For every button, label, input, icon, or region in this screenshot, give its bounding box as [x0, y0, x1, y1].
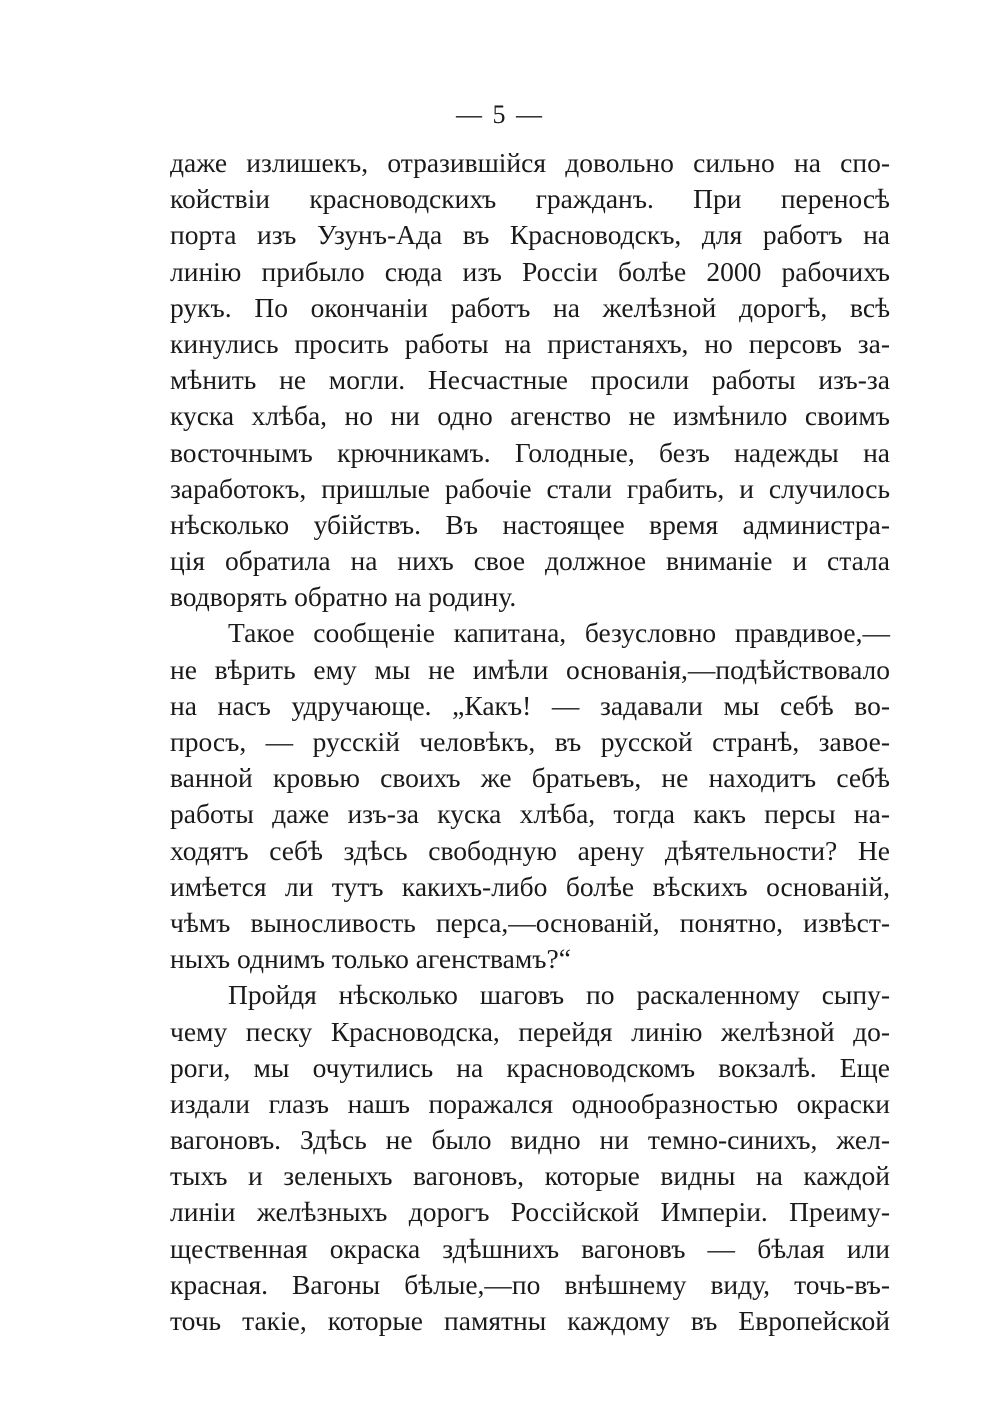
text-line: роги, мы очутились на красноводскомъ вокзалѣ. Еще: [170, 1051, 890, 1083]
text-line: Такое сообщенiе капитана, безусловно правдивое,—: [228, 617, 890, 649]
text-line: кинулись просить работы на пристаняхъ, но персовъ за-: [170, 327, 890, 359]
text-line: вагоновъ. Здѣсь не было видно ни темно-синихъ, жел-: [170, 1124, 890, 1156]
text-line: ходятъ себѣ здѣсь свободную арену дѣятельности? Не: [170, 834, 890, 866]
text-line: щественная окраска здѣшнихъ вагоновъ — бѣлая или: [170, 1232, 890, 1264]
text-line: просъ, — русскiй человѣкъ, въ русской странѣ, завое-: [170, 726, 890, 757]
page-number: — 5 —: [456, 100, 544, 129]
text-line: точь такiе, которые памятны каждому въ Европейской: [170, 1305, 890, 1336]
text-line: линiи желѣзныхъ дорогъ Россiйской Имперiи. Преиму-: [170, 1196, 890, 1228]
body-text: [170, 145, 890, 1339]
text-line: цiя обратила на нихъ свое должное вниманiе и стала: [170, 545, 890, 577]
text-line: даже излишекъ, отразившiйся довольно сильно на спо-: [170, 147, 890, 178]
text-line: тыхъ и зеленыхъ вагоновъ, которые видны на каждой: [170, 1160, 890, 1192]
text-line: Пройдя нѣсколько шаговъ по раскаленному сыпу-: [228, 979, 890, 1011]
text-line: чѣмъ выносливость перса,—основанiй, понятно, извѣст-: [170, 906, 890, 938]
text-line: ныхъ однимъ только агенствамъ?“: [170, 943, 571, 975]
text-line: порта изъ Узунъ-Ада въ Красноводскъ, для работъ на: [170, 219, 890, 251]
text-line: койствiи красноводскихъ гражданъ. При переносѣ: [170, 183, 890, 215]
text-line: мѣнить не могли. Несчастные просили работы изъ-за: [170, 364, 890, 396]
text-line: на насъ удручающе. „Какъ! — задавали мы себѣ во-: [170, 689, 890, 721]
text-line: заработокъ, пришлые рабочiе стали грабить, и случилось: [170, 472, 890, 504]
text-line: чему песку Красноводска, перейдя линiю желѣзной до-: [170, 1015, 890, 1047]
text-line: не вѣрить ему мы не имѣли основанiя,—подѣйствовало: [170, 653, 890, 685]
text-line: водворять обратно на родину.: [170, 581, 517, 613]
text-line: издали глазъ нашъ поражался однообразностью окраски: [170, 1087, 890, 1119]
text-line: ванной кровью своихъ же братьевъ, не находитъ себѣ: [170, 762, 890, 794]
text-line: нѣсколько убiйствъ. Въ настоящее время администра-: [170, 508, 890, 540]
text-line: рукъ. По окончанiи работъ на желѣзной дорогѣ, всѣ: [170, 291, 890, 323]
text-line: работы даже изъ-за куска хлѣба, тогда какъ персы на-: [170, 798, 890, 830]
text-line: имѣется ли тутъ какихъ-либо болѣе вѣскихъ основанiй,: [170, 870, 890, 902]
text-line: восточнымъ крючникамъ. Голодные, безъ надежды на: [170, 436, 890, 468]
text-line: куска хлѣба, но ни одно агенство не измѣнило своимъ: [170, 400, 890, 432]
text-line: линiю прибыло сюда изъ Россiи болѣе 2000 рабочихъ: [170, 255, 890, 287]
text-line: красная. Вагоны бѣлые,—по внѣшнему виду, точь-въ-: [170, 1268, 890, 1300]
